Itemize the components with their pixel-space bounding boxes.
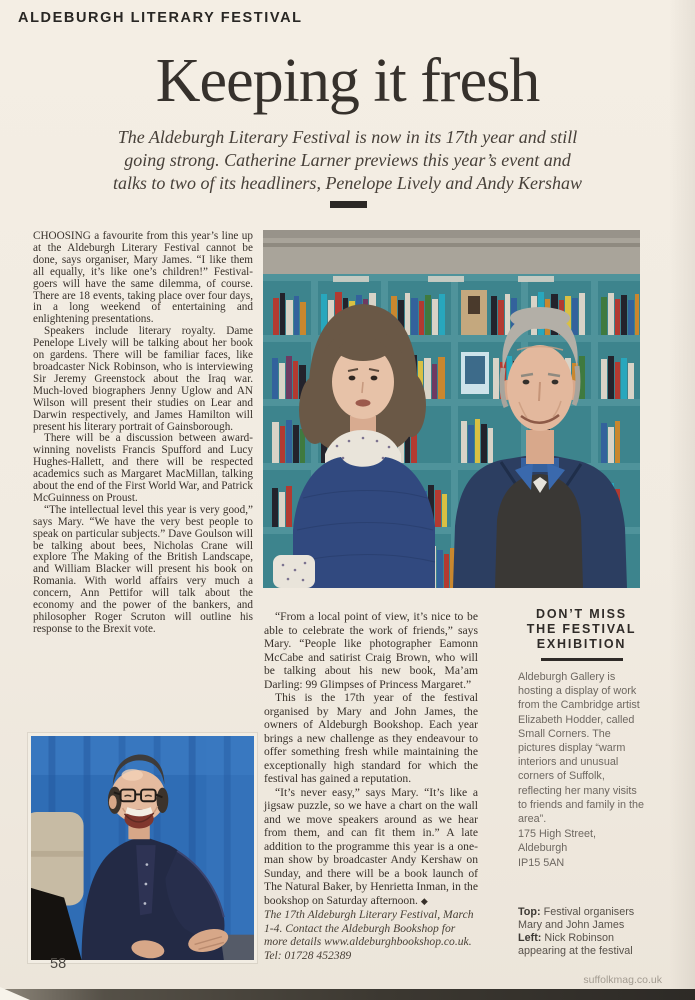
sidebar-heading xyxy=(518,607,645,652)
page-bottom-edge xyxy=(0,989,695,1000)
caption-top-label: Top: xyxy=(518,906,541,918)
article-paragraph: There will be a discussion between award-winning novelists Francis Spufford and Lucy Hughes-Hallett, and there will be respected academics such as Margaret MacMillan, talking about the end of the First World War, and Patrick McGuinness on Proust. xyxy=(33,432,253,504)
article-paragraph: CHOOSING a favourite from this year’s line up at the Aldeburgh Literary Festival cannot be done, says organiser, Mary James. “I like them all equally, it’s like one’s children!” Festival-goers will have the same dilemma, of course. There are 18 events, taking place over four days, in a long weekend of entertaining and enlightening presentations. xyxy=(33,230,253,326)
secondary-photo xyxy=(28,733,257,963)
standfirst-line: talks to two of its headliners, Penelope Lively and Andy Kershaw xyxy=(112,173,583,193)
article-paragraph: This is the 17th year of the festival organised by Mary and John James, the owners of Aldeburgh Bookshop. Each year brings a new challenge as they endeavour to offer something fresh while maintaining the exceptionally high standard for which the festival has gained a reputation. xyxy=(264,691,478,785)
sidebar-heading-line: THE FESTIVAL xyxy=(526,622,637,636)
secondary-photo-illustration xyxy=(31,736,254,960)
standfirst-line: The Aldeburgh Literary Festival is now in its 17th year and still xyxy=(117,127,578,147)
sidebar-heading-line: EXHIBITION xyxy=(536,637,627,651)
sidebar-address-line: IP15 5AN xyxy=(518,856,565,869)
section-kicker: ALDEBURGH LITERARY FESTIVAL xyxy=(18,10,303,26)
photo-captions xyxy=(518,906,648,958)
main-photo-illustration xyxy=(263,230,640,588)
article-paragraph-text: “It’s never easy,” says Mary. “It’s like a jigsaw puzzle, so we have a chart on the wall and we move speakers around as we hear from them, and can fit them in.” A late addition to the programme this year is a one-man show by broadcaster Andy Kershaw on Sunday, and there will be a book launch of The Natural Baker, by Henrietta Inman, in the bookshop on Saturday afternoon. xyxy=(264,785,478,907)
sidebar-body-text: Aldeburgh Gallery is hosting a display of work from the Cambridge artist Elizabeth Hodder, called Small Corners. The pictures display “warm interiors and unusual corners of Suffolk, reflecting her many visits to friends and family in the area”. xyxy=(518,671,645,826)
article-paragraph: “The intellectual level this year is very good,” says Mary. “We have the very best people to speak on particular subjects.” Dave Goulson will be talking about bees, Nicholas Crane will explore The Making of the British Landscape, and William Blacker will present his book on Romania. With world affairs very much a concern, Ann Pettifor will talk about the economy and the power of the bankers, and philosopher Roger Scruton will outline his response to the Brexit vote. xyxy=(33,503,253,635)
sidebar-heading-line: DON’T MISS xyxy=(536,607,627,621)
title-divider-bar xyxy=(330,201,367,208)
standfirst xyxy=(0,126,695,195)
sidebar-exhibition-box xyxy=(518,607,645,870)
main-photo xyxy=(263,230,640,588)
sidebar-address xyxy=(518,827,645,870)
caption-left-label: Left: xyxy=(518,932,542,944)
caption-left-text: Nick Robinson appearing at the festival xyxy=(518,932,633,957)
article-title: Keeping it fresh xyxy=(155,47,540,115)
article-column-left xyxy=(33,231,253,636)
sidebar-address-line: 175 High Street, Aldeburgh xyxy=(518,828,597,855)
page-number: 58 xyxy=(50,956,67,972)
standfirst-line: going strong. Catherine Larner previews this year’s event and xyxy=(124,150,571,170)
caption-left xyxy=(518,932,648,958)
sidebar-rule xyxy=(541,658,623,661)
caption-top-text: Festival organisers Mary and John James xyxy=(518,906,635,931)
article-paragraph: Speakers include literary royalty. Dame Penelope Lively will be talking about her book on gardens. There will be familiar faces, like broadcaster Nick Robinson, who is interviewing Sir Jeremy Greenstock about the Iraq war. Much-loved biographers Jenny Uglow and AN Wilson will present their studies on Lear and Darwin respectively, and James Hamilton will present his literary portrait of Gainsborough. xyxy=(33,325,253,433)
article-end-diamond-icon: ◆ xyxy=(420,895,428,906)
footer-website: suffolkmag.co.uk xyxy=(583,974,662,986)
article-paragraph xyxy=(264,786,478,909)
article-credit: The 17th Aldeburgh Literary Festival, March 1-4. Contact the Aldeburgh Bookshop for more details www.aldeburghbookshop.co.uk. Tel: 01728 452389 xyxy=(264,908,474,962)
caption-top xyxy=(518,906,648,932)
article-paragraph: “From a local point of view, it’s nice to be able to celebrate the work of friends,” says Mary. “People like photographer Eamonn McCabe and satirist Craig Brown, who will be talking about his new book, Ma’am Darling: 99 Glimpses of Princess Margaret.” xyxy=(264,610,478,691)
article-column-middle xyxy=(264,610,478,962)
